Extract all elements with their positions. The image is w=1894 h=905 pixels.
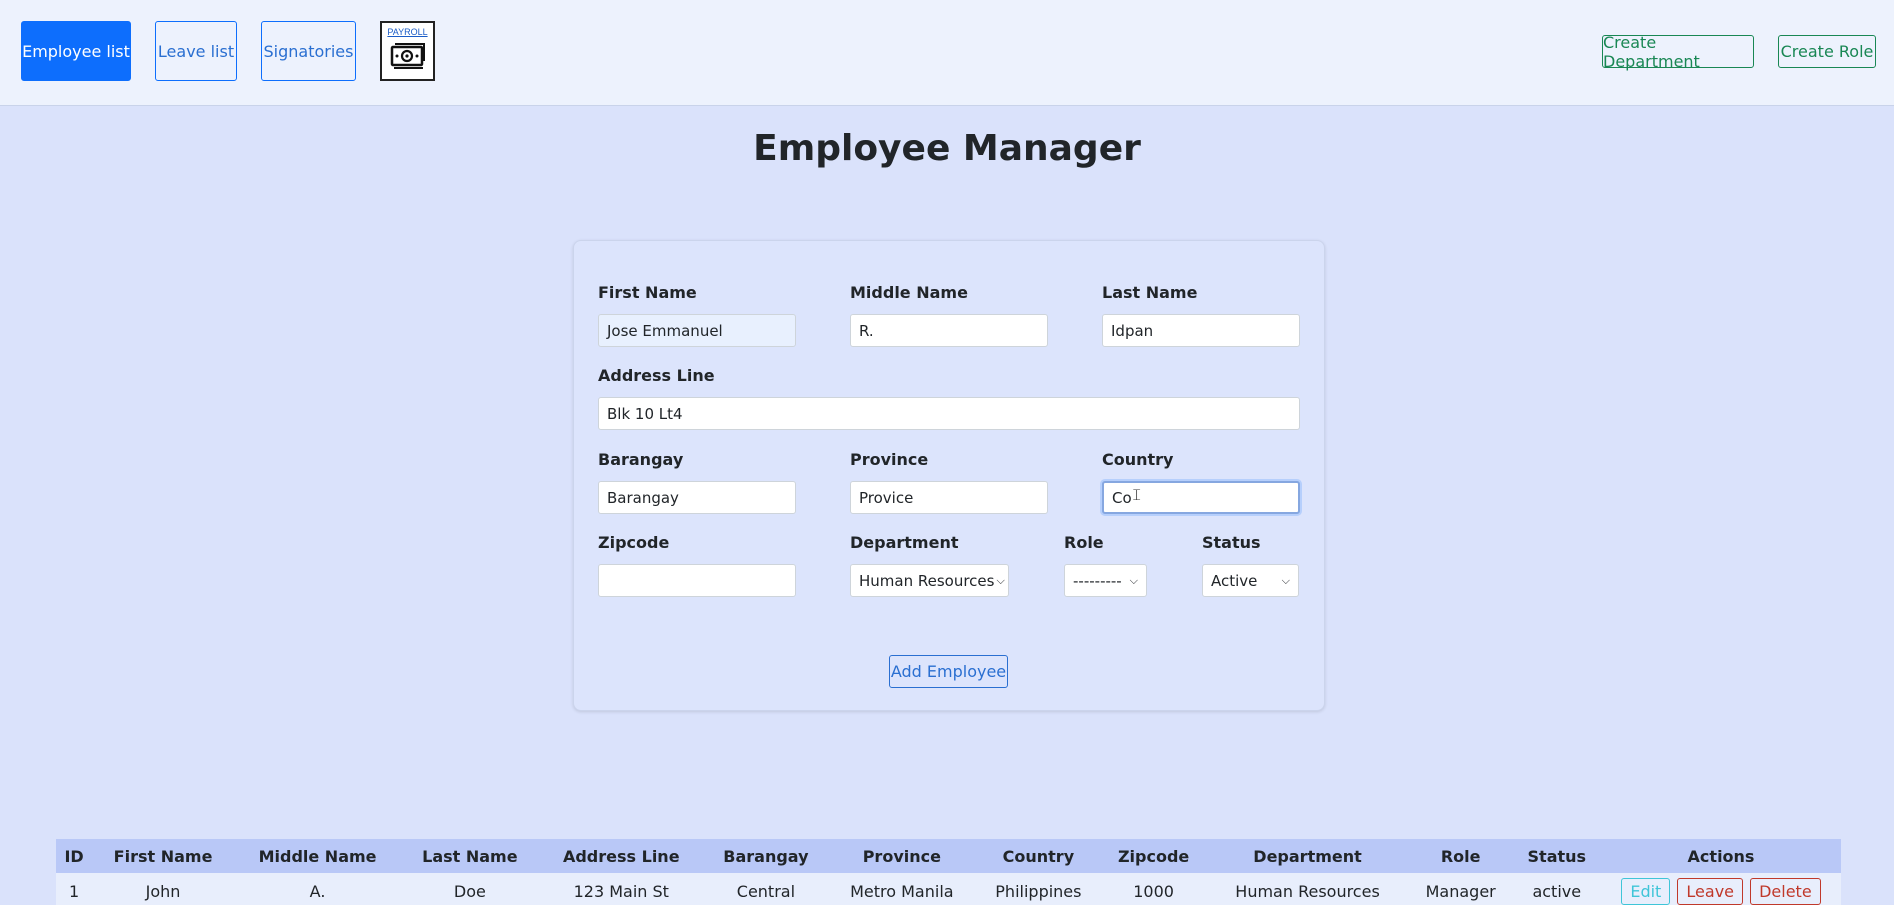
create-role-button[interactable]: Create Role bbox=[1778, 35, 1876, 68]
employee-list-button[interactable]: Employee list bbox=[21, 21, 131, 81]
column-header: Barangay bbox=[704, 839, 828, 873]
cell-country: Philippines bbox=[976, 873, 1101, 905]
barangay-field[interactable]: Barangay bbox=[598, 481, 796, 514]
first-name-field[interactable]: Jose Emmanuel bbox=[598, 314, 796, 347]
cell-status: active bbox=[1513, 873, 1601, 905]
column-header: Middle Name bbox=[234, 839, 401, 873]
cell-barangay: Central bbox=[704, 873, 828, 905]
employee-table bbox=[56, 839, 1841, 905]
employee-form-card bbox=[573, 240, 1325, 711]
column-header: Actions bbox=[1601, 839, 1841, 873]
page-title: Employee Manager bbox=[753, 128, 1141, 169]
country-label: Country bbox=[1102, 450, 1174, 469]
money-icon bbox=[389, 37, 427, 71]
department-select[interactable] bbox=[850, 564, 1009, 597]
status-select[interactable] bbox=[1202, 564, 1299, 597]
column-header: Department bbox=[1206, 839, 1409, 873]
payroll-logo[interactable] bbox=[380, 21, 435, 81]
status-selected-value: Active bbox=[1211, 571, 1258, 590]
cell-middle-name: A. bbox=[234, 873, 401, 905]
address-line-field[interactable]: Blk 10 Lt4 bbox=[598, 397, 1300, 430]
payroll-logo-text[interactable]: PAYROLL bbox=[387, 27, 428, 37]
department-label: Department bbox=[850, 533, 959, 552]
column-header: ID bbox=[56, 839, 92, 873]
column-header: Role bbox=[1409, 839, 1513, 873]
chevron-down-icon: ⌵ bbox=[996, 573, 1005, 587]
column-header: First Name bbox=[92, 839, 234, 873]
column-header: Address Line bbox=[539, 839, 704, 873]
leave-button[interactable]: Leave bbox=[1677, 878, 1743, 905]
status-label: Status bbox=[1202, 533, 1261, 552]
role-select[interactable] bbox=[1064, 564, 1147, 597]
zipcode-label: Zipcode bbox=[598, 533, 670, 552]
province-label: Province bbox=[850, 450, 929, 469]
add-employee-button[interactable]: Add Employee bbox=[889, 655, 1008, 688]
edit-button[interactable]: Edit bbox=[1621, 878, 1670, 905]
cell-zipcode: 1000 bbox=[1101, 873, 1206, 905]
province-field[interactable]: Provice bbox=[850, 481, 1048, 514]
signatories-button[interactable]: Signatories bbox=[261, 21, 356, 81]
cell-address-line: 123 Main St bbox=[539, 873, 704, 905]
cell-role: Manager bbox=[1409, 873, 1513, 905]
table-row bbox=[56, 873, 1841, 905]
text-cursor-icon: 𝙸 bbox=[1131, 485, 1143, 504]
column-header: Province bbox=[828, 839, 976, 873]
cell-last-name: Doe bbox=[401, 873, 538, 905]
cell-actions bbox=[1601, 873, 1841, 905]
cell-department: Human Resources bbox=[1206, 873, 1409, 905]
cell-province: Metro Manila bbox=[828, 873, 976, 905]
top-nav bbox=[0, 0, 1894, 106]
last-name-field[interactable]: Idpan bbox=[1102, 314, 1300, 347]
role-selected-value: --------- bbox=[1073, 571, 1122, 590]
middle-name-label: Middle Name bbox=[850, 283, 968, 302]
table-header-row bbox=[56, 839, 1841, 873]
middle-name-field[interactable]: R. bbox=[850, 314, 1048, 347]
role-label: Role bbox=[1064, 533, 1104, 552]
department-selected-value: Human Resources bbox=[859, 571, 995, 590]
column-header: Country bbox=[976, 839, 1101, 873]
chevron-down-icon: ⌵ bbox=[1281, 573, 1290, 587]
country-field[interactable]: Co bbox=[1102, 481, 1300, 514]
cell-first-name: John bbox=[92, 873, 234, 905]
chevron-down-icon: ⌵ bbox=[1129, 573, 1138, 587]
column-header: Zipcode bbox=[1101, 839, 1206, 873]
column-header: Last Name bbox=[401, 839, 538, 873]
cell-id: 1 bbox=[56, 873, 92, 905]
leave-list-button[interactable]: Leave list bbox=[155, 21, 237, 81]
create-department-button[interactable]: Create Department bbox=[1602, 35, 1754, 68]
first-name-label: First Name bbox=[598, 283, 697, 302]
delete-button[interactable]: Delete bbox=[1750, 878, 1821, 905]
barangay-label: Barangay bbox=[598, 450, 684, 469]
address-line-label: Address Line bbox=[598, 366, 715, 385]
zipcode-field[interactable] bbox=[598, 564, 796, 597]
column-header: Status bbox=[1513, 839, 1601, 873]
last-name-label: Last Name bbox=[1102, 283, 1198, 302]
